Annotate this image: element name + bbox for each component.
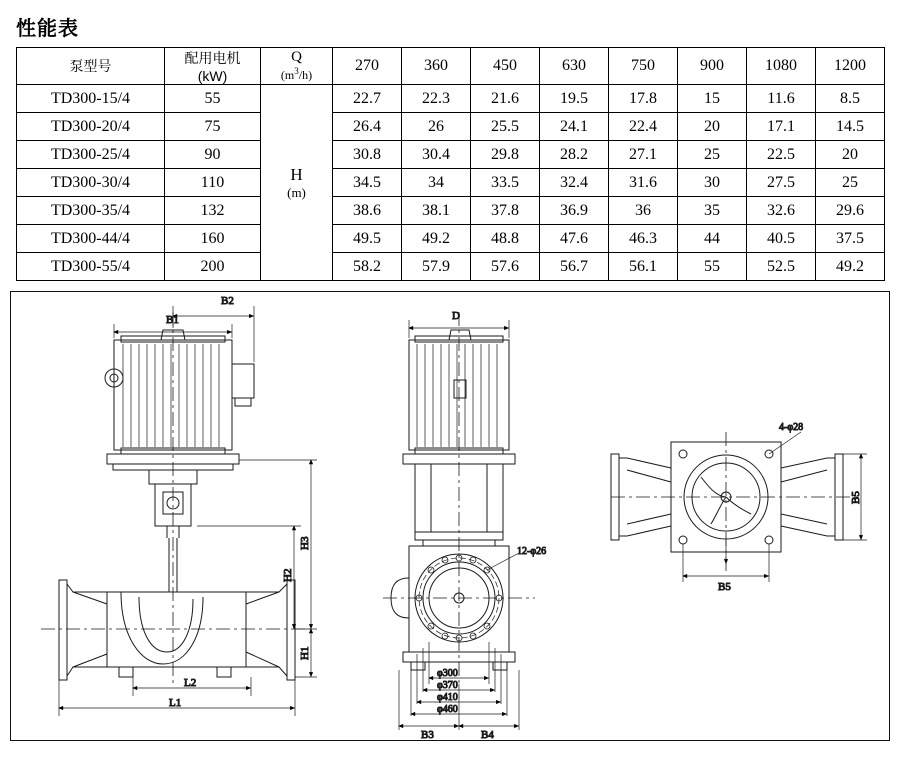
cell-head: 49.5 <box>333 225 402 253</box>
cell-head: 29.6 <box>816 197 885 225</box>
cell-head: 27.1 <box>609 141 678 169</box>
header-model: 泵型号 <box>17 48 165 85</box>
label-h3: H3 <box>299 536 311 550</box>
front-view-drawing <box>41 312 311 684</box>
performance-table-wrapper <box>0 47 900 281</box>
cell-head: 21.6 <box>471 85 540 113</box>
cell-head: 22.3 <box>402 85 471 113</box>
label-h1: H1 <box>299 646 311 660</box>
label-dia-300: φ300 <box>437 668 458 679</box>
top-view-drawing <box>611 432 861 572</box>
cell-head: 34 <box>402 169 471 197</box>
cell-model: TD300-25/4 <box>17 141 165 169</box>
cell-head: 52.5 <box>747 253 816 281</box>
cell-head: 31.6 <box>609 169 678 197</box>
header-flow <box>261 48 333 85</box>
cell-head: 32.6 <box>747 197 816 225</box>
cell-model: TD300-35/4 <box>17 197 165 225</box>
cell-model: TD300-30/4 <box>17 169 165 197</box>
cell-head: 15 <box>678 85 747 113</box>
cell-head: 27.5 <box>747 169 816 197</box>
cell-head: 30.8 <box>333 141 402 169</box>
cell-head: 58.2 <box>333 253 402 281</box>
header-flow-1080: 1080 <box>747 48 816 85</box>
table-row <box>17 169 885 197</box>
cell-head: 47.6 <box>540 225 609 253</box>
table-row <box>17 225 885 253</box>
table-row <box>17 113 885 141</box>
cell-head: 17.1 <box>747 113 816 141</box>
cell-head: 56.7 <box>540 253 609 281</box>
header-flow-360: 360 <box>402 48 471 85</box>
cell-head: 17.8 <box>609 85 678 113</box>
header-motor <box>165 48 261 85</box>
header-flow-630: 630 <box>540 48 609 85</box>
header-flow-900: 900 <box>678 48 747 85</box>
side-view-drawing <box>383 312 535 684</box>
table-row <box>17 253 885 281</box>
cell-head: 36 <box>609 197 678 225</box>
cell-motor: 110 <box>165 169 261 197</box>
cell-head: 32.4 <box>540 169 609 197</box>
cell-model: TD300-20/4 <box>17 113 165 141</box>
cell-head: 37.8 <box>471 197 540 225</box>
label-dia-460: φ460 <box>437 704 458 715</box>
cell-head: 30 <box>678 169 747 197</box>
label-bolt-12: 12-φ26 <box>517 546 547 557</box>
technical-drawing-panel <box>10 291 890 741</box>
cell-head: 44 <box>678 225 747 253</box>
cell-head: 37.5 <box>816 225 885 253</box>
cell-model: TD300-55/4 <box>17 253 165 281</box>
cell-motor: 75 <box>165 113 261 141</box>
table-row <box>17 197 885 225</box>
cell-head: 49.2 <box>816 253 885 281</box>
cell-head: 22.7 <box>333 85 402 113</box>
label-b4: B4 <box>481 729 494 740</box>
cell-model: TD300-15/4 <box>17 85 165 113</box>
cell-head: 57.9 <box>402 253 471 281</box>
label-l2: L2 <box>184 677 197 689</box>
cell-head: 25.5 <box>471 113 540 141</box>
cell-head: 38.1 <box>402 197 471 225</box>
cell-head: 33.5 <box>471 169 540 197</box>
header-flow-270: 270 <box>333 48 402 85</box>
cell-head: 25 <box>816 169 885 197</box>
cell-head: 57.6 <box>471 253 540 281</box>
cell-motor: 132 <box>165 197 261 225</box>
table-row <box>17 141 885 169</box>
header-flow-1200: 1200 <box>816 48 885 85</box>
cell-head: 38.6 <box>333 197 402 225</box>
header-head-unit: (m) <box>287 184 306 200</box>
header-head <box>261 85 333 281</box>
cell-head: 25 <box>678 141 747 169</box>
cell-head: 20 <box>678 113 747 141</box>
cell-motor: 200 <box>165 253 261 281</box>
cell-head: 56.1 <box>609 253 678 281</box>
cell-head: 26.4 <box>333 113 402 141</box>
cell-head: 26 <box>402 113 471 141</box>
table-header-row <box>17 48 885 85</box>
label-b2: B2 <box>221 295 234 307</box>
cell-motor: 55 <box>165 85 261 113</box>
cell-head: 11.6 <box>747 85 816 113</box>
cell-head: 20 <box>816 141 885 169</box>
label-b5-right: B5 <box>850 491 862 504</box>
cell-head: 40.5 <box>747 225 816 253</box>
label-b3: B3 <box>421 729 434 740</box>
cell-head: 14.5 <box>816 113 885 141</box>
cell-head: 22.4 <box>609 113 678 141</box>
cell-head: 30.4 <box>402 141 471 169</box>
cell-motor: 160 <box>165 225 261 253</box>
cell-head: 22.5 <box>747 141 816 169</box>
header-flow-unit: $(m^3/h)$ <box>280 66 313 83</box>
table-row <box>17 85 885 113</box>
header-motor-line1: 配用电机 <box>184 50 241 66</box>
technical-drawing-svg <box>11 292 889 740</box>
cell-head: 46.3 <box>609 225 678 253</box>
header-flow-450: 450 <box>471 48 540 85</box>
label-bolt-4: 4-φ28 <box>779 422 804 433</box>
front-view-dimensions <box>59 306 317 716</box>
cell-head: 48.8 <box>471 225 540 253</box>
label-d: D <box>452 310 460 322</box>
cell-head: 36.9 <box>540 197 609 225</box>
performance-table <box>16 47 885 281</box>
cell-head: 8.5 <box>816 85 885 113</box>
page-title: 性能表 <box>16 18 79 40</box>
cell-head: 28.2 <box>540 141 609 169</box>
cell-head: 49.2 <box>402 225 471 253</box>
cell-head: 55 <box>678 253 747 281</box>
cell-head: 35 <box>678 197 747 225</box>
header-motor-line2: (kW) <box>197 68 228 84</box>
header-flow-symbol: Q <box>291 48 302 65</box>
label-l1: L1 <box>169 697 182 709</box>
cell-motor: 90 <box>165 141 261 169</box>
label-h2: H2 <box>282 568 294 582</box>
label-dia-370: φ370 <box>437 680 458 691</box>
cell-head: 34.5 <box>333 169 402 197</box>
cell-head: 19.5 <box>540 85 609 113</box>
cell-head: 29.8 <box>471 141 540 169</box>
header-flow-750: 750 <box>609 48 678 85</box>
label-b5-bottom: B5 <box>718 581 731 593</box>
cell-model: TD300-44/4 <box>17 225 165 253</box>
header-head-symbol: H <box>290 164 303 184</box>
label-b1: B1 <box>166 314 179 326</box>
cell-head: 24.1 <box>540 113 609 141</box>
label-dia-410: φ410 <box>437 692 458 703</box>
